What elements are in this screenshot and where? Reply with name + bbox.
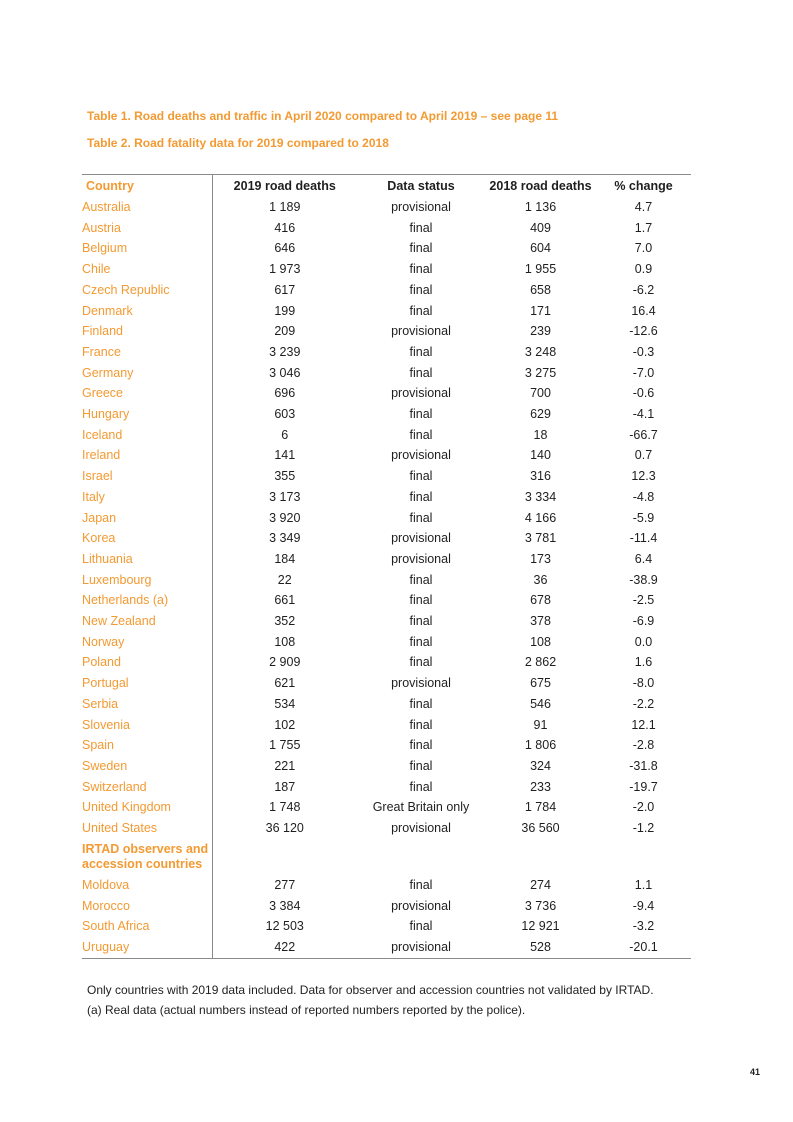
deaths-2018-cell: 140	[530, 448, 551, 463]
change-cell: -6.2	[632, 282, 655, 297]
table-row	[82, 363, 691, 384]
country-cell: Netherlands (a)	[82, 590, 212, 611]
deaths-2019-cell: 199	[274, 303, 296, 318]
deaths-2018-cell: 678	[530, 593, 551, 608]
deaths-2018-cell: 1 806	[524, 738, 557, 753]
table-row	[82, 280, 691, 301]
footnote-data-scope: Only countries with 2019 data included. Data for observer and accession countries not validated by IRTAD.	[87, 983, 654, 997]
deaths-2018-cell: 629	[530, 407, 551, 422]
deaths-2019-cell: 617	[274, 282, 296, 297]
deaths-2018-cell: 409	[530, 220, 551, 235]
empty-cell	[596, 839, 691, 875]
table-row	[82, 818, 691, 839]
deaths-2019-cell: 534	[274, 696, 296, 711]
table-header-row	[82, 175, 691, 198]
status-cell: final	[409, 427, 433, 442]
empty-cell	[485, 839, 596, 875]
status-cell: provisional	[391, 676, 451, 691]
table2-title: Table 2. Road fatality data for 2019 compared to 2018	[87, 136, 389, 150]
deaths-2019-cell: 209	[274, 324, 296, 339]
deaths-2019-cell: 3 239	[269, 344, 301, 359]
change-cell: -38.9	[629, 572, 658, 587]
country-cell: Ireland	[82, 445, 212, 466]
status-cell: final	[409, 614, 433, 629]
deaths-2018-cell: 528	[530, 939, 551, 954]
country-cell: Israel	[82, 466, 212, 487]
deaths-2018-cell: 546	[530, 696, 551, 711]
country-cell: Korea	[82, 528, 212, 549]
deaths-2019-cell: 1 748	[269, 800, 301, 815]
table-row	[82, 916, 691, 937]
table-row	[82, 797, 691, 818]
change-cell: 16.4	[631, 303, 656, 318]
deaths-2018-cell: 2 862	[524, 655, 557, 670]
header-country: Country	[82, 175, 212, 198]
table-row	[82, 238, 691, 259]
deaths-2019-cell: 646	[274, 241, 296, 256]
deaths-2018-cell: 3 781	[524, 531, 557, 546]
change-cell: -31.8	[629, 758, 658, 773]
change-cell: -6.9	[632, 614, 655, 629]
status-cell: final	[409, 407, 433, 422]
change-cell: -1.2	[632, 821, 655, 836]
country-cell: Spain	[82, 735, 212, 756]
country-cell: Slovenia	[82, 715, 212, 736]
change-cell: 4.7	[634, 200, 653, 214]
deaths-2019-cell: 3 920	[269, 510, 301, 525]
deaths-2019-cell: 184	[274, 551, 296, 566]
deaths-2019-cell: 661	[274, 593, 296, 608]
change-cell: -2.2	[632, 696, 655, 711]
deaths-2019-cell: 22	[277, 572, 292, 587]
deaths-2018-cell: 4 166	[524, 510, 557, 525]
deaths-2018-cell: 91	[533, 717, 548, 732]
table-row	[82, 694, 691, 715]
status-cell: final	[409, 738, 433, 753]
status-cell: final	[409, 593, 433, 608]
table-body	[82, 197, 691, 958]
status-cell: provisional	[391, 939, 451, 954]
deaths-2018-cell: 171	[530, 303, 551, 318]
deaths-2019-cell: 141	[274, 448, 296, 463]
country-cell: Belgium	[82, 238, 212, 259]
status-cell: provisional	[391, 448, 451, 463]
section-row	[82, 839, 691, 875]
country-cell: Greece	[82, 383, 212, 404]
deaths-2019-cell: 416	[274, 220, 296, 235]
table-row	[82, 937, 691, 958]
status-cell: final	[409, 510, 433, 525]
deaths-2018-cell: 604	[530, 241, 551, 256]
country-cell: Hungary	[82, 404, 212, 425]
status-cell: final	[409, 877, 433, 892]
table-row	[82, 611, 691, 632]
deaths-2019-cell: 187	[274, 779, 296, 794]
table-row	[82, 673, 691, 694]
change-cell: 0.9	[634, 262, 653, 277]
country-cell: Chile	[82, 259, 212, 280]
status-cell: final	[409, 469, 433, 484]
change-cell: -4.8	[632, 489, 655, 504]
deaths-2018-cell: 316	[530, 469, 551, 484]
table-row	[82, 404, 691, 425]
deaths-2019-cell: 422	[274, 939, 296, 954]
table-row	[82, 756, 691, 777]
status-cell: final	[409, 919, 433, 934]
deaths-2018-cell: 233	[530, 779, 551, 794]
deaths-2019-cell: 102	[274, 717, 296, 732]
deaths-2018-cell: 700	[530, 386, 551, 401]
table-row	[82, 487, 691, 508]
change-cell: 12.3	[631, 469, 656, 484]
table-row	[82, 321, 691, 342]
deaths-2018-cell: 1 784	[524, 800, 557, 815]
deaths-2019-cell: 3 384	[269, 898, 301, 913]
table-row	[82, 466, 691, 487]
deaths-2018-cell: 675	[530, 676, 551, 691]
status-cell: final	[409, 344, 433, 359]
status-cell: final	[409, 779, 433, 794]
table-row	[82, 259, 691, 280]
table-row	[82, 528, 691, 549]
deaths-2019-cell: 603	[274, 407, 296, 422]
status-cell: provisional	[391, 898, 451, 913]
status-cell: final	[409, 241, 433, 256]
deaths-2019-cell: 1 189	[269, 200, 301, 214]
change-cell: -66.7	[629, 427, 658, 442]
change-cell: -3.2	[632, 919, 655, 934]
deaths-2018-cell: 239	[530, 324, 551, 339]
country-cell: Italy	[82, 487, 212, 508]
table-row	[82, 715, 691, 736]
change-cell: 1.6	[634, 655, 653, 670]
country-cell: Denmark	[82, 301, 212, 322]
status-cell: final	[409, 758, 433, 773]
deaths-2019-cell: 277	[274, 877, 296, 892]
country-cell: Austria	[82, 218, 212, 239]
deaths-2019-cell: 352	[274, 614, 296, 629]
deaths-2019-cell: 12 503	[265, 919, 304, 934]
deaths-2019-cell: 36 120	[265, 821, 304, 836]
page-number: 41	[750, 1067, 761, 1077]
status-cell: final	[409, 696, 433, 711]
country-cell: Iceland	[82, 425, 212, 446]
country-cell: Morocco	[82, 896, 212, 917]
country-cell: United States	[82, 818, 212, 839]
table-row	[82, 383, 691, 404]
header-percent-change: % change	[614, 179, 673, 193]
deaths-2019-cell: 221	[274, 758, 296, 773]
status-cell: final	[409, 282, 433, 297]
table-row	[82, 425, 691, 446]
country-cell: Luxembourg	[82, 570, 212, 591]
status-cell: provisional	[391, 386, 451, 401]
deaths-2018-cell: 12 921	[521, 919, 560, 934]
table-row	[82, 632, 691, 653]
change-cell: 0.7	[634, 448, 653, 463]
status-cell: final	[409, 262, 433, 277]
country-cell: Sweden	[82, 756, 212, 777]
deaths-2018-cell: 3 248	[524, 344, 557, 359]
change-cell: 7.0	[634, 241, 653, 256]
change-cell: -12.6	[629, 324, 658, 339]
change-cell: 0.0	[634, 634, 653, 649]
country-cell: Czech Republic	[82, 280, 212, 301]
country-cell: Norway	[82, 632, 212, 653]
deaths-2019-cell: 621	[274, 676, 296, 691]
empty-cell	[212, 839, 357, 875]
country-cell: Switzerland	[82, 777, 212, 798]
change-cell: -5.9	[632, 510, 655, 525]
deaths-2019-cell: 3 349	[269, 531, 301, 546]
country-cell: France	[82, 342, 212, 363]
status-cell: final	[409, 572, 433, 587]
status-cell: final	[409, 489, 433, 504]
country-cell: Australia	[82, 197, 212, 218]
country-cell: Japan	[82, 508, 212, 529]
table-row	[82, 652, 691, 673]
deaths-2019-cell: 108	[274, 634, 296, 649]
change-cell: -0.3	[632, 344, 655, 359]
deaths-2019-cell: 3 173	[269, 489, 301, 504]
deaths-2018-cell: 108	[530, 634, 551, 649]
deaths-2019-cell: 2 909	[269, 655, 301, 670]
table-row	[82, 218, 691, 239]
status-cell: Great Britain only	[372, 800, 470, 815]
table-row	[82, 735, 691, 756]
header-data-status: Data status	[387, 179, 455, 193]
change-cell: -2.0	[632, 800, 655, 815]
change-cell: -0.6	[632, 386, 655, 401]
deaths-2018-cell: 36 560	[521, 821, 560, 836]
change-cell: 12.1	[631, 717, 656, 732]
deaths-2018-cell: 3 275	[524, 365, 557, 380]
status-cell: provisional	[391, 531, 451, 546]
deaths-2019-cell: 1 755	[269, 738, 301, 753]
change-cell: 6.4	[634, 551, 653, 566]
change-cell: -2.8	[632, 738, 655, 753]
status-cell: final	[409, 717, 433, 732]
country-cell: United Kingdom	[82, 797, 212, 818]
change-cell: -7.0	[632, 365, 655, 380]
country-cell: Lithuania	[82, 549, 212, 570]
table1-title: Table 1. Road deaths and traffic in April 2020 compared to April 2019 – see page 11	[87, 109, 559, 123]
section-label: IRTAD observers and accession countries	[82, 839, 212, 875]
deaths-2018-cell: 378	[530, 614, 551, 629]
table-row	[82, 570, 691, 591]
deaths-2019-cell: 3 046	[269, 365, 301, 380]
change-cell: 1.1	[634, 877, 653, 892]
country-cell: Germany	[82, 363, 212, 384]
table-row	[82, 896, 691, 917]
country-cell: Poland	[82, 652, 212, 673]
deaths-2018-cell: 1 136	[524, 200, 557, 214]
table-row	[82, 301, 691, 322]
change-cell: -9.4	[632, 898, 655, 913]
deaths-2018-cell: 3 334	[524, 489, 557, 504]
footnote-a: (a) Real data (actual numbers instead of reported numbers reported by the police).	[87, 1003, 526, 1017]
table-row	[82, 777, 691, 798]
status-cell: provisional	[391, 200, 451, 214]
table-row	[82, 875, 691, 896]
change-cell: -8.0	[632, 676, 655, 691]
status-cell: provisional	[391, 551, 451, 566]
deaths-2019-cell: 696	[274, 386, 296, 401]
country-cell: Uruguay	[82, 937, 212, 958]
table-row	[82, 590, 691, 611]
country-cell: New Zealand	[82, 611, 212, 632]
change-cell: -11.4	[629, 531, 658, 546]
status-cell: final	[409, 634, 433, 649]
header-2018-deaths: 2018 road deaths	[489, 179, 592, 193]
empty-cell	[357, 839, 485, 875]
status-cell: final	[409, 303, 433, 318]
country-cell: Moldova	[82, 875, 212, 896]
table-row	[82, 508, 691, 529]
status-cell: final	[409, 365, 433, 380]
table-row	[82, 197, 691, 218]
deaths-2019-cell: 1 973	[269, 262, 301, 277]
country-cell: Portugal	[82, 673, 212, 694]
status-cell: final	[409, 220, 433, 235]
status-cell: provisional	[391, 324, 451, 339]
change-cell: -2.5	[632, 593, 655, 608]
status-cell: final	[409, 655, 433, 670]
deaths-2018-cell: 18	[533, 427, 548, 442]
header-2019-deaths: 2019 road deaths	[233, 179, 336, 193]
change-cell: -4.1	[632, 407, 655, 422]
country-cell: Serbia	[82, 694, 212, 715]
deaths-2018-cell: 1 955	[524, 262, 557, 277]
status-cell: provisional	[391, 821, 451, 836]
table-row	[82, 342, 691, 363]
deaths-2018-cell: 324	[530, 758, 551, 773]
country-cell: Finland	[82, 321, 212, 342]
road-fatality-table	[82, 174, 691, 959]
deaths-2018-cell: 3 736	[524, 898, 557, 913]
deaths-2018-cell: 36	[533, 572, 548, 587]
deaths-2018-cell: 173	[530, 551, 551, 566]
table-row	[82, 445, 691, 466]
change-cell: 1.7	[634, 220, 653, 235]
table-row	[82, 549, 691, 570]
deaths-2018-cell: 274	[530, 877, 551, 892]
change-cell: -19.7	[629, 779, 658, 794]
deaths-2019-cell: 6	[281, 427, 289, 442]
country-cell: South Africa	[82, 916, 212, 937]
deaths-2018-cell: 658	[530, 282, 551, 297]
change-cell: -20.1	[629, 939, 658, 954]
deaths-2019-cell: 355	[274, 469, 296, 484]
